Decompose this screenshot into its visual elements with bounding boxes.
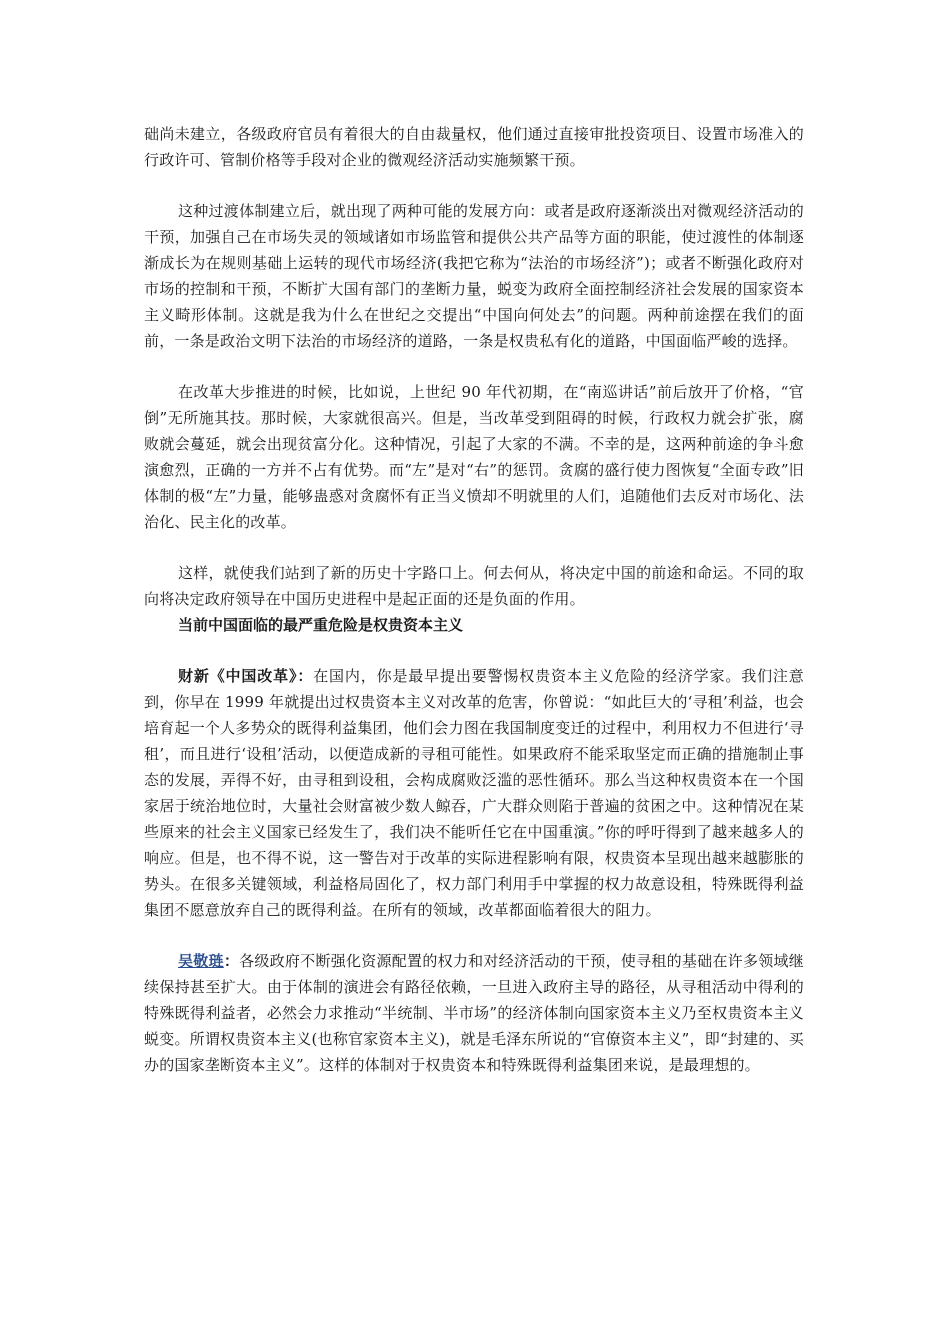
speaker-colon: ： (223, 952, 240, 970)
paragraph-5 (144, 663, 804, 923)
paragraph-3: 在改革大步推进的时候，比如说，上世纪 90 年代初期，在“南巡讲话”前后放开了价格，“官倒”无所施其技。那时候，大家就很高兴。但是，当改革受到阻碍的时候，行政权力就会扩张，腐败就会蔓延，就会出现贫富分化。这种情况，引起了大家的不满。不幸的是，这两种前途的争斗愈演愈烈，正确的一方并不占有优势。而“左”是对“右”的惩罚。贪腐的盛行使力图恢复“全面专政”旧体制的极“左”力量，能够蛊惑对贪腐怀有正当义愤却不明就里的人们，追随他们去反对市场化、法治化、民主化的改革。 (144, 383, 804, 531)
paragraph-5-text: 在国内，你是最早提出要警惕权贵资本主义危险的经济学家。我们注意到，你早在 1999 年就提出过权贵资本主义对改革的危害，你曾说：“如此巨大的‘寻租’利益，也会培育起一个人多势众的既得利益集团，他们会力图在我国制度变迁的过程中，利用权力不但进行‘寻租’，而且进行‘设租’活动，以便造成新的寻租可能性。如果政府不能采取坚定而正确的措施制止事态的发展，弄得不好，由寻租到设租，会构成腐败泛滥的恶性循环。那么当这种权贵资本在一个国家居于统治地位时，大量社会财富被少数人鲸吞，广大群众则陷于普遍的贫困之中。这种情况在某些原来的社会主义国家已经发生了，我们决不能听任它在中国重演。”你的呼吁得到了越来越多人的响应。但是，也不得不说，这一警告对于改革的实际进程影响有限，权贵资本呈现出越来越膨胀的势头。在很多关键领域，利益格局固化了，权力部门利用手中掌握的权力故意设租，特殊既得利益集团不愿意放弃自己的既得利益。在所有的领域，改革都面临着很大的阻力。 (144, 667, 804, 919)
paragraph-6-text: 各级政府不断强化资源配置的权力和对经济活动的干预，使寻租的基础在许多领域继续保持甚至扩大。由于体制的演进会有路径依赖，一旦进入政府主导的路径，从寻租活动中得利的特殊既得利益者，必然会力求推动“半统制、半市场”的经济体制向国家资本主义乃至权贵资本主义蜕变。所谓权贵资本主义(也称官家资本主义)，就是毛泽东所说的“官僚资本主义”，即“封建的、买办的国家垄断资本主义”。这样的体制对于权贵资本和特殊既得利益集团来说，是最理想的。 (144, 952, 805, 1074)
speaker-link-wu-jinglian[interactable]: 吴敬琏 (178, 952, 224, 970)
section-heading: 当前中国面临的最严重危险是权贵资本主义 (178, 616, 464, 634)
paragraph-2: 这种过渡体制建立后，就出现了两种可能的发展方向：或者是政府逐渐淡出对微观经济活动的干预，加强自己在市场失灵的领域诸如市场监管和提供公共产品等方面的职能，使过渡性的体制逐渐成长为在规则基础上运转的现代市场经济(我把它称为“法治的市场经济”)；或者不断强化政府对市场的控制和干预，不断扩大国有部门的垄断力量，蜕变为政府全面控制经济社会发展的国家资本主义畸形体制。这就是我为什么在世纪之交提出“中国向何处去”的问题。两种前途摆在我们的面前，一条是政治文明下法治的市场经济的道路，一条是权贵私有化的道路，中国面临严峻的选择。 (144, 202, 804, 350)
paragraph-1: 础尚未建立，各级政府官员有着很大的自由裁量权，他们通过直接审批投资项目、设置市场准入的行政许可、管制价格等手段对企业的微观经济活动实施频繁干预。 (144, 125, 804, 169)
document-page (144, 121, 804, 1078)
speaker-label-caixin: 财新《中国改革》： (178, 667, 314, 685)
paragraph-6 (144, 948, 804, 1078)
paragraph-4: 这样，就使我们站到了新的历史十字路口上。何去何从，将决定中国的前途和命运。不同的取向将决定政府领导在中国历史进程中是起正面的还是负面的作用。 (144, 564, 804, 608)
